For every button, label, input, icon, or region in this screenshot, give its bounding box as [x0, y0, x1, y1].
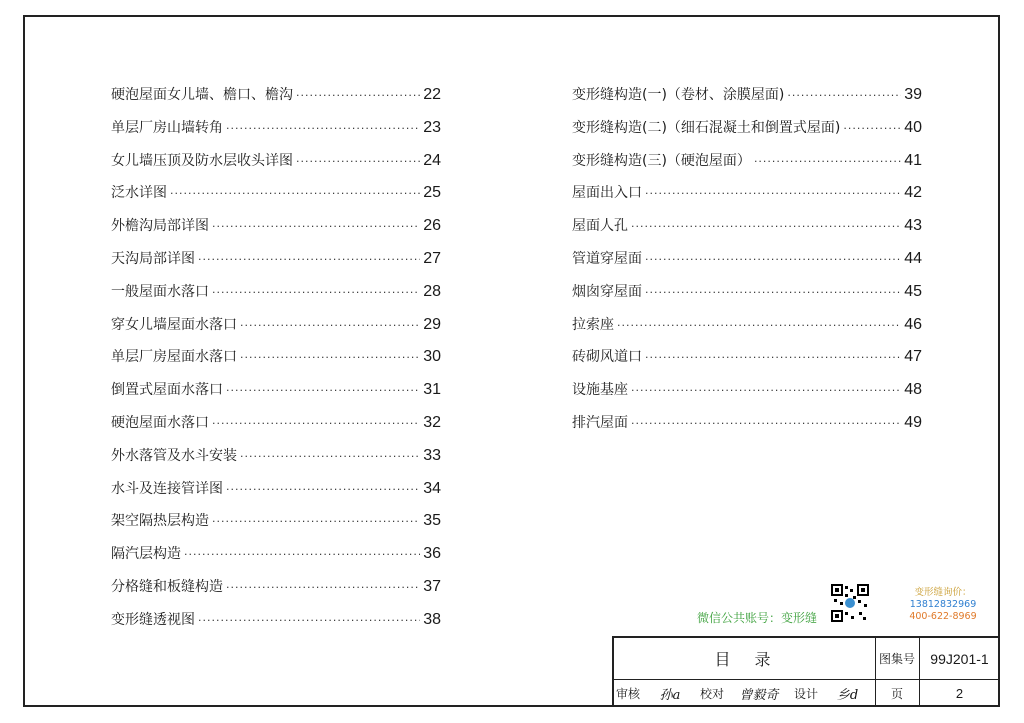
toc-leader-dots	[631, 220, 901, 233]
wechat-account-text: 微信公共账号：变形缝	[697, 611, 818, 625]
toc-entry-title: 天沟局部详图	[111, 250, 195, 267]
toc-entry-page: 47	[904, 348, 922, 366]
contact-title: 变形缝询价：	[914, 587, 972, 598]
toc-left-column	[111, 84, 441, 642]
toc-entry-title: 女儿墙压顶及防水层收头详图	[111, 152, 293, 169]
toc-entry-title: 泛水详图	[111, 185, 167, 202]
toc-entry	[572, 346, 922, 379]
toc-entry-page: 27	[423, 249, 441, 267]
toc-entry-page: 41	[904, 151, 922, 169]
toc-entry	[572, 314, 922, 347]
toc-entry	[111, 248, 441, 281]
qr-code-icon	[831, 584, 869, 622]
toc-entry-page: 22	[423, 86, 441, 103]
toc-entry	[111, 182, 441, 215]
toc-entry	[572, 248, 922, 281]
contact-phone: 13812832969	[909, 599, 977, 610]
toc-entry-title: 单层厂房屋面水落口	[111, 349, 237, 366]
toc-entry-page: 40	[904, 118, 922, 136]
toc-entry-title: 外檐沟局部详图	[111, 218, 209, 235]
toc-leader-dots	[754, 155, 901, 168]
toc-leader-dots	[212, 220, 420, 233]
toc-leader-dots	[212, 417, 420, 430]
toc-entry	[572, 379, 922, 412]
toc-leader-dots	[631, 384, 901, 397]
contact-hotline: 400-622-8969	[909, 611, 977, 622]
toc-entry-page: 34	[423, 479, 441, 497]
page-label: 页	[890, 687, 903, 701]
toc-leader-dots	[645, 253, 901, 266]
review-label: 审核	[615, 687, 640, 701]
contact-block	[898, 587, 988, 623]
toc-entry	[572, 150, 922, 183]
toc-entry-title: 硬泡屋面女儿墙、檐口、檐沟	[111, 87, 293, 103]
drawing-title: 目 录	[714, 650, 775, 669]
toc-leader-dots	[296, 89, 420, 102]
toc-entry-title: 设施基座	[572, 382, 628, 399]
toc-entry	[111, 379, 441, 412]
toc-leader-dots	[240, 450, 420, 463]
title-block	[612, 636, 1000, 707]
toc-leader-dots	[843, 122, 901, 135]
toc-leader-dots	[226, 384, 420, 397]
toc-entry-title: 单层厂房山墙转角	[111, 119, 223, 136]
toc-entry-title: 架空隔热层构造	[111, 513, 209, 530]
toc-entry	[111, 510, 441, 543]
design-label: 设计	[793, 687, 818, 701]
page-number: 2	[955, 686, 964, 701]
toc-entry-page: 26	[423, 217, 441, 235]
toc-leader-dots	[226, 483, 420, 496]
toc-entry-page: 45	[904, 282, 922, 300]
toc-entry	[111, 314, 441, 347]
toc-leader-dots	[184, 548, 420, 561]
toc-leader-dots	[226, 122, 420, 135]
toc-entry	[111, 215, 441, 248]
toc-leader-dots	[198, 614, 420, 627]
toc-entry	[111, 412, 441, 445]
review-signature: 孙a	[659, 688, 681, 703]
toc-leader-dots	[170, 187, 420, 200]
toc-entry-title: 穿女儿墙屋面水落口	[111, 316, 237, 333]
toc-entry-title: 变形缝构造(一)（卷材、涂膜屋面)	[572, 87, 785, 103]
toc-leader-dots	[198, 253, 420, 266]
toc-leader-dots	[212, 286, 420, 299]
toc-entry-title: 屋面人孔	[572, 218, 628, 235]
toc-entry	[111, 445, 441, 478]
toc-entry-title: 硬泡屋面水落口	[111, 414, 209, 431]
toc-entry-title: 一般屋面水落口	[111, 283, 209, 300]
check-label: 校对	[699, 687, 724, 701]
toc-entry-page: 30	[423, 348, 441, 366]
toc-entry	[111, 478, 441, 511]
toc-leader-dots	[240, 319, 420, 332]
toc-entry	[572, 84, 922, 117]
toc-entry-page: 25	[423, 184, 441, 202]
toc-entry-page: 43	[904, 217, 922, 235]
toc-entry-title: 分格缝和板缝构造	[111, 578, 223, 595]
check-signature: 曾毅奇	[739, 688, 779, 703]
toc-entry-page: 24	[423, 151, 441, 169]
toc-entry	[111, 609, 441, 642]
toc-entry	[111, 150, 441, 183]
toc-leader-dots	[645, 187, 901, 200]
toc-entry-title: 排汽屋面	[572, 414, 628, 431]
toc-entry-page: 38	[423, 610, 441, 628]
toc-entry-title: 外水落管及水斗安装	[111, 447, 237, 464]
toc-entry	[111, 117, 441, 150]
toc-entry-title: 变形缝透视图	[111, 611, 195, 628]
toc-entry	[572, 182, 922, 215]
toc-entry	[111, 576, 441, 609]
design-signature: 乡d	[836, 688, 859, 703]
toc-entry	[111, 346, 441, 379]
toc-right-column	[572, 84, 922, 445]
toc-entry-title: 隔汽层构造	[111, 546, 181, 563]
toc-entry-title: 拉索座	[572, 316, 614, 333]
toc-entry-page: 42	[904, 184, 922, 202]
toc-leader-dots	[240, 351, 420, 364]
toc-entry-page: 44	[904, 249, 922, 267]
toc-entry-title: 变形缝构造(二)（细石混凝土和倒置式屋面)	[572, 119, 841, 136]
toc-entry-page: 49	[904, 413, 922, 431]
toc-entry-title: 变形缝构造(三)（硬泡屋面）	[572, 152, 751, 169]
atlas-number-label: 图集号	[878, 652, 915, 666]
toc-entry	[111, 543, 441, 576]
toc-entry-page: 29	[423, 315, 441, 333]
toc-entry-page: 23	[423, 118, 441, 136]
toc-entry	[111, 84, 441, 117]
toc-entry-page: 32	[423, 413, 441, 431]
toc-entry	[572, 215, 922, 248]
toc-entry-page: 35	[423, 512, 441, 530]
atlas-number: 99J201-1	[930, 650, 989, 667]
toc-entry-title: 倒置式屋面水落口	[111, 382, 223, 399]
toc-entry-page: 37	[423, 577, 441, 595]
toc-entry	[572, 281, 922, 314]
toc-leader-dots	[645, 286, 901, 299]
toc-entry-page: 33	[423, 446, 441, 464]
toc-entry-page: 48	[904, 381, 922, 399]
toc-entry	[572, 412, 922, 445]
toc-leader-dots	[787, 89, 901, 102]
toc-entry	[111, 281, 441, 314]
toc-leader-dots	[226, 581, 420, 594]
toc-entry-title: 烟囱穿屋面	[572, 283, 642, 300]
toc-leader-dots	[631, 417, 901, 430]
toc-leader-dots	[296, 155, 420, 168]
toc-entry-page: 31	[423, 381, 441, 399]
toc-entry	[572, 117, 922, 150]
toc-entry-title: 砖砌风道口	[572, 349, 642, 366]
toc-entry-title: 管道穿屋面	[572, 250, 642, 267]
toc-leader-dots	[617, 319, 901, 332]
toc-entry-title: 屋面出入口	[572, 185, 642, 202]
toc-entry-page: 39	[904, 86, 922, 103]
toc-leader-dots	[645, 351, 901, 364]
toc-leader-dots	[212, 515, 420, 528]
toc-entry-title: 水斗及连接管详图	[111, 480, 223, 497]
toc-entry-page: 28	[423, 282, 441, 300]
toc-entry-page: 46	[904, 315, 922, 333]
toc-entry-page: 36	[423, 545, 441, 563]
